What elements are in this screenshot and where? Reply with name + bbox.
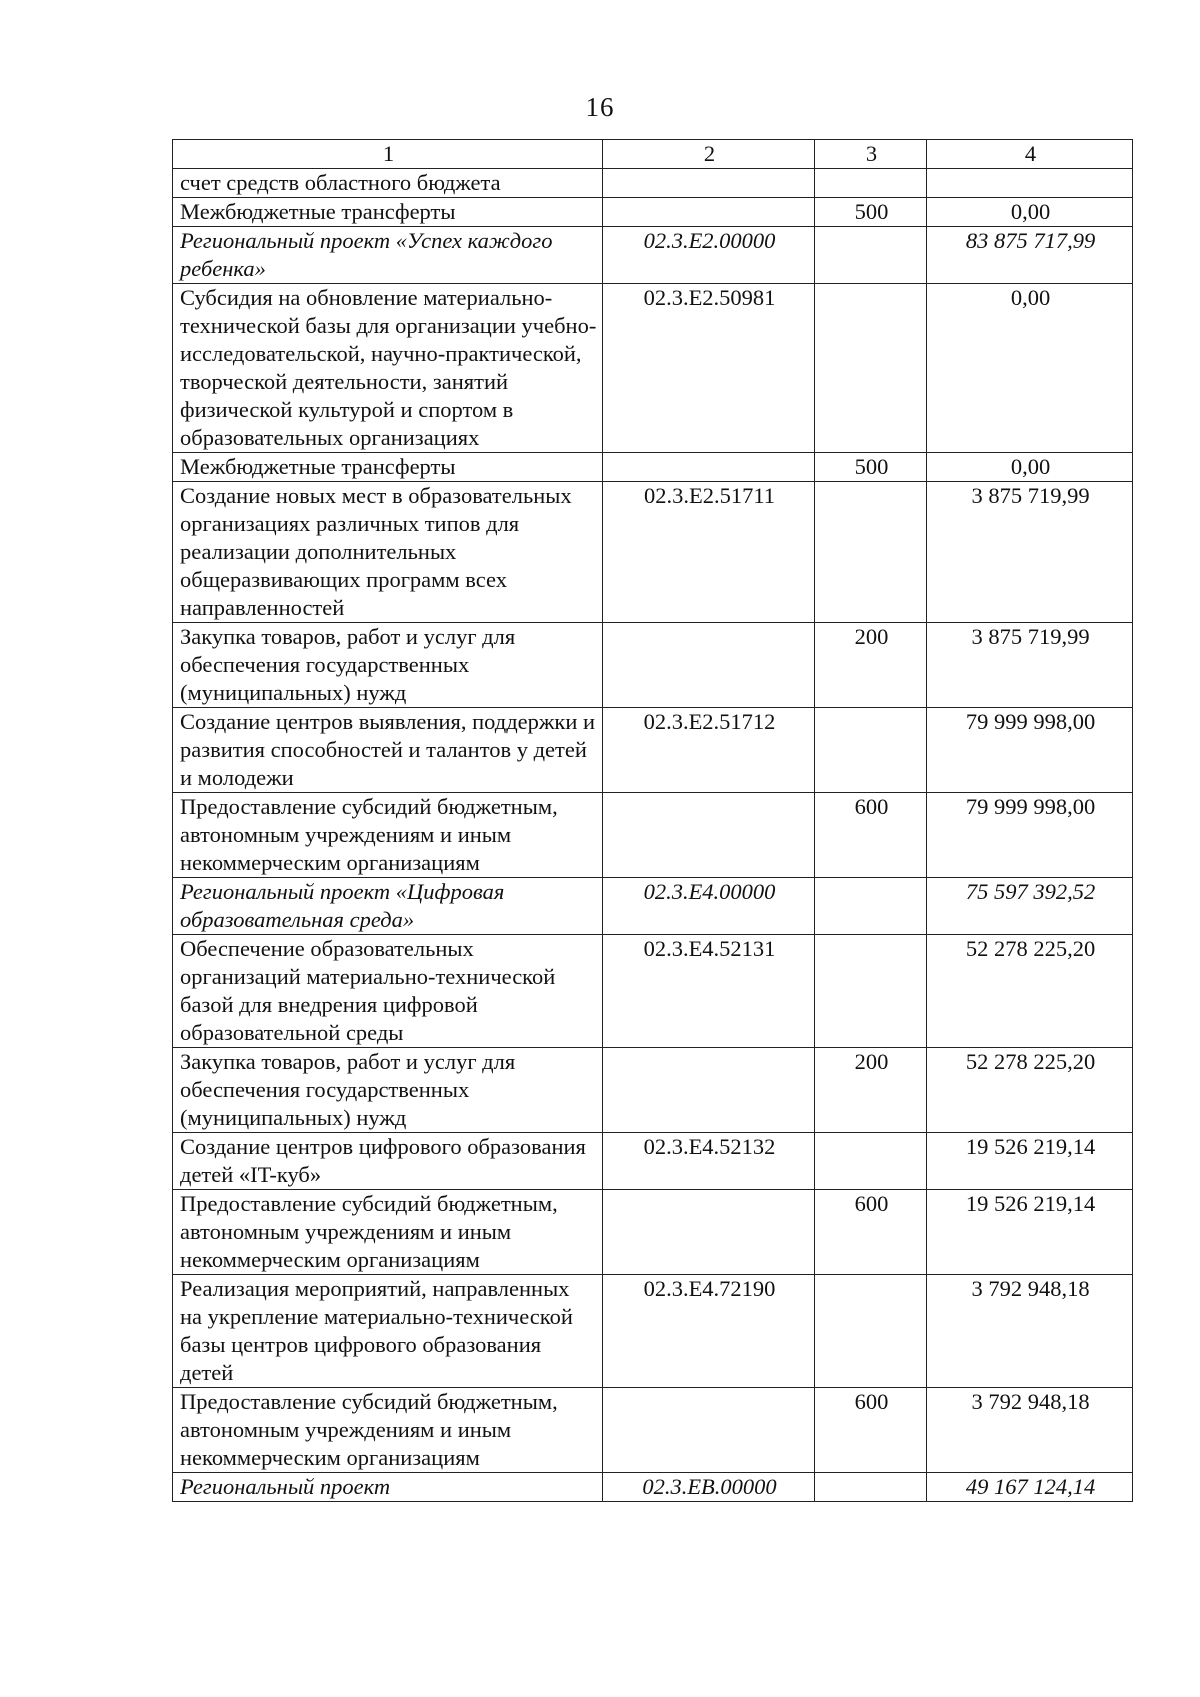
column-header-2: 2 [603,140,815,169]
row-name-cell: Создание центров выявления, поддержки и развития способностей и талантов у детей и молодежи [173,708,603,793]
column-header-1: 1 [173,140,603,169]
table-row [173,1133,1133,1190]
row-expense-type-cell [815,708,927,793]
row-name-cell: счет средств областного бюджета [173,169,603,198]
row-amount-cell: 19 526 219,14 [927,1133,1133,1190]
row-name-cell: Межбюджетные трансферты [173,453,603,482]
row-name-cell: Предоставление субсидий бюджетным, автономным учреждениям и иным некоммерческим организациям [173,1388,603,1473]
row-amount-cell: 3 875 719,99 [927,623,1133,708]
table-row [173,623,1133,708]
row-expense-type-cell [815,482,927,623]
row-code-cell [603,793,815,878]
row-expense-type-cell [815,1275,927,1388]
row-name-cell: Реализация мероприятий, направленных на укрепление материально-технической базы центров цифрового образования детей [173,1275,603,1388]
row-name-cell: Закупка товаров, работ и услуг для обеспечения государственных (муниципальных) нужд [173,623,603,708]
row-expense-type-cell: 500 [815,453,927,482]
row-code-cell [603,198,815,227]
table-header-row [173,140,1133,169]
budget-table-body [173,140,1133,1502]
table-row [173,482,1133,623]
row-code-cell: 02.3.Е2.51712 [603,708,815,793]
row-name-cell: Создание новых мест в образовательных организациях различных типов для реализации дополнительных общеразвивающих программ всех направленностей [173,482,603,623]
row-name-cell: Региональный проект «Цифровая образовательная среда» [173,878,603,935]
row-expense-type-cell [815,169,927,198]
row-name-cell: Региональный проект «Успех каждого ребенка» [173,227,603,284]
row-amount-cell: 0,00 [927,453,1133,482]
row-amount-cell: 83 875 717,99 [927,227,1133,284]
row-code-cell: 02.3.Е2.50981 [603,284,815,453]
row-expense-type-cell: 200 [815,623,927,708]
row-code-cell [603,1388,815,1473]
row-expense-type-cell [815,1133,927,1190]
table-row [173,198,1133,227]
column-header-4: 4 [927,140,1133,169]
table-row [173,1275,1133,1388]
row-amount-cell: 3 792 948,18 [927,1275,1133,1388]
row-code-cell: 02.3.Е2.51711 [603,482,815,623]
row-amount-cell: 52 278 225,20 [927,935,1133,1048]
table-row [173,1190,1133,1275]
table-row-project [173,227,1133,284]
row-code-cell: 02.3.Е4.52131 [603,935,815,1048]
page-number: 16 [585,92,615,122]
row-code-cell: 02.3.Е4.52132 [603,1133,815,1190]
row-amount-cell: 75 597 392,52 [927,878,1133,935]
row-amount-cell: 0,00 [927,198,1133,227]
row-expense-type-cell: 500 [815,198,927,227]
row-name-cell: Закупка товаров, работ и услуг для обеспечения государственных (муниципальных) нужд [173,1048,603,1133]
table-row [173,935,1133,1048]
row-code-cell: 02.3.Е4.00000 [603,878,815,935]
row-name-cell: Субсидия на обновление материально-технической базы для организации учебно-исследовательской, научно-практической, творческой деятельности, занятий физической культурой и спортом в образовательных организациях [173,284,603,453]
budget-table [172,139,1133,1502]
table-row [173,169,1133,198]
row-expense-type-cell: 600 [815,1190,927,1275]
row-name-cell: Межбюджетные трансферты [173,198,603,227]
row-code-cell [603,1048,815,1133]
row-amount-cell [927,169,1133,198]
row-amount-cell: 79 999 998,00 [927,708,1133,793]
row-amount-cell: 19 526 219,14 [927,1190,1133,1275]
row-amount-cell: 3 875 719,99 [927,482,1133,623]
row-amount-cell: 52 278 225,20 [927,1048,1133,1133]
row-code-cell [603,169,815,198]
row-name-cell: Создание центров цифрового образования детей «IT-куб» [173,1133,603,1190]
row-code-cell: 02.3.Е2.00000 [603,227,815,284]
column-header-3: 3 [815,140,927,169]
row-code-cell: 02.3.ЕВ.00000 [603,1473,815,1502]
table-row-project [173,1473,1133,1502]
row-name-cell: Предоставление субсидий бюджетным, автономным учреждениям и иным некоммерческим организациям [173,793,603,878]
row-expense-type-cell [815,1473,927,1502]
row-expense-type-cell [815,935,927,1048]
row-code-cell: 02.3.Е4.72190 [603,1275,815,1388]
table-row [173,1048,1133,1133]
row-code-cell [603,623,815,708]
row-amount-cell: 0,00 [927,284,1133,453]
row-expense-type-cell: 600 [815,1388,927,1473]
row-name-cell: Региональный проект [173,1473,603,1502]
row-expense-type-cell: 200 [815,1048,927,1133]
row-amount-cell: 79 999 998,00 [927,793,1133,878]
row-expense-type-cell [815,284,927,453]
row-amount-cell: 3 792 948,18 [927,1388,1133,1473]
row-expense-type-cell [815,878,927,935]
row-name-cell: Обеспечение образовательных организаций материально-технической базой для внедрения цифровой образовательной среды [173,935,603,1048]
table-row [173,1388,1133,1473]
table-row [173,284,1133,453]
row-name-cell: Предоставление субсидий бюджетным, автономным учреждениям и иным некоммерческим организациям [173,1190,603,1275]
row-expense-type-cell: 600 [815,793,927,878]
table-row [173,453,1133,482]
row-code-cell [603,1190,815,1275]
row-amount-cell: 49 167 124,14 [927,1473,1133,1502]
row-expense-type-cell [815,227,927,284]
table-row-project [173,878,1133,935]
row-code-cell [603,453,815,482]
table-row [173,793,1133,878]
table-row [173,708,1133,793]
